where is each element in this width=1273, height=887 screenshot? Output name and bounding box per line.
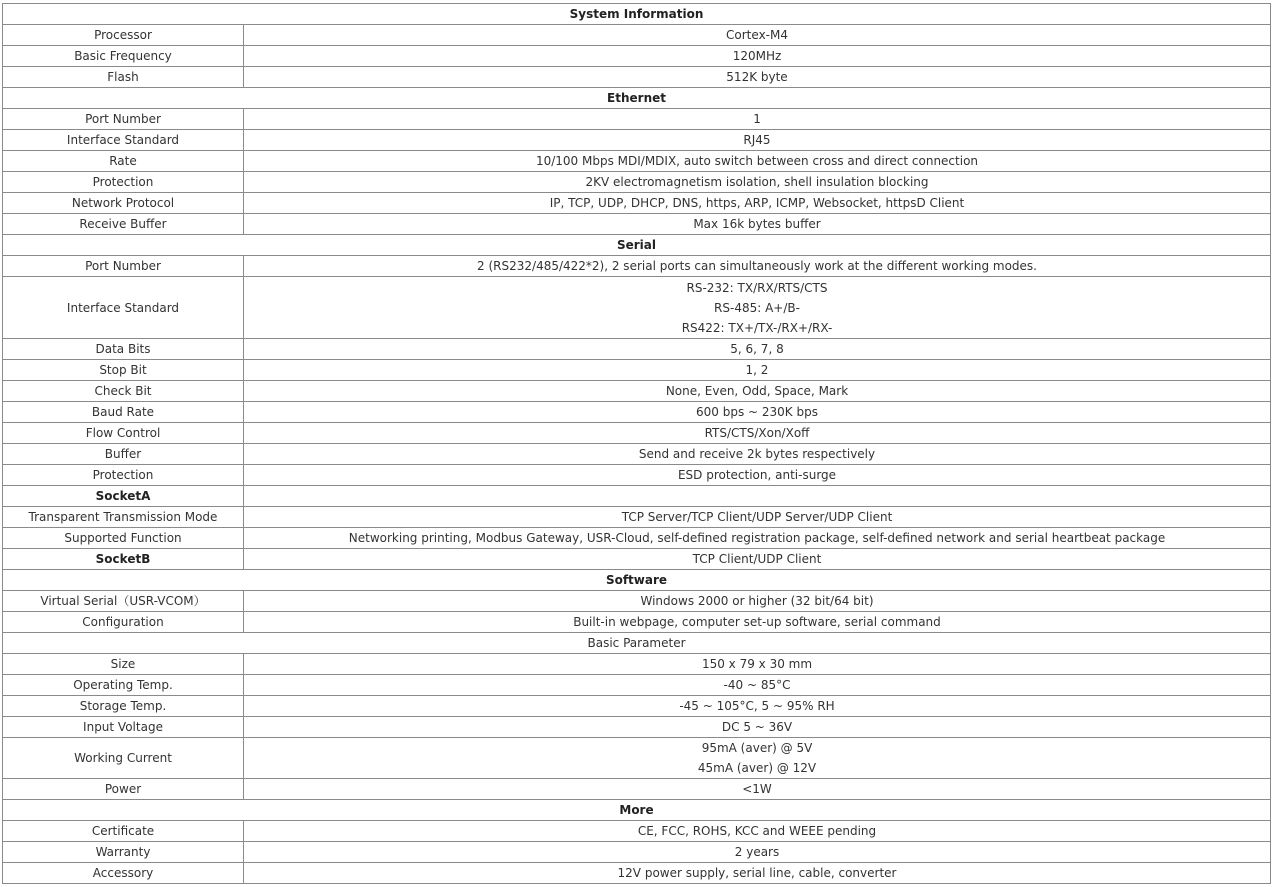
table-row bbox=[3, 172, 1271, 193]
row-value: TCP Client/UDP Client bbox=[244, 549, 1271, 570]
row-label: Baud Rate bbox=[3, 402, 244, 423]
row-value: None, Even, Odd, Space, Mark bbox=[244, 381, 1271, 402]
row-label: Warranty bbox=[3, 842, 244, 863]
table-row bbox=[3, 821, 1271, 842]
section-row-socket-a bbox=[3, 486, 1271, 507]
row-value: Max 16k bytes buffer bbox=[244, 214, 1271, 235]
table-row bbox=[3, 842, 1271, 863]
row-label: Supported Function bbox=[3, 528, 244, 549]
row-value: IP, TCP, UDP, DHCP, DNS, https, ARP, ICMP, Websocket, httpsD Client bbox=[244, 193, 1271, 214]
table-row bbox=[3, 67, 1271, 88]
section-row-basic-parameter bbox=[3, 633, 1271, 654]
row-value: 1, 2 bbox=[244, 360, 1271, 381]
table-row bbox=[3, 381, 1271, 402]
row-value: 512K byte bbox=[244, 67, 1271, 88]
value-line: RS-485: A+/B- bbox=[714, 300, 800, 315]
row-value: Built-in webpage, computer set-up software, serial command bbox=[244, 612, 1271, 633]
row-value: Windows 2000 or higher (32 bit/64 bit) bbox=[244, 591, 1271, 612]
row-label: Receive Buffer bbox=[3, 214, 244, 235]
section-title: SocketA bbox=[3, 486, 244, 507]
table-row bbox=[3, 863, 1271, 884]
row-value: -45 ~ 105°C, 5 ~ 95% RH bbox=[244, 696, 1271, 717]
row-label: Port Number bbox=[3, 256, 244, 277]
value-line: 95mA (aver) @ 5V bbox=[701, 741, 813, 755]
table-row bbox=[3, 738, 1271, 779]
table-row bbox=[3, 717, 1271, 738]
row-label: Input Voltage bbox=[3, 717, 244, 738]
row-value: 600 bps ~ 230K bps bbox=[244, 402, 1271, 423]
row-value: 5, 6, 7, 8 bbox=[244, 339, 1271, 360]
table-row bbox=[3, 130, 1271, 151]
spec-table bbox=[2, 3, 1271, 884]
row-label: Transparent Transmission Mode bbox=[3, 507, 244, 528]
table-row bbox=[3, 675, 1271, 696]
table-row bbox=[3, 423, 1271, 444]
section-row-ethernet bbox=[3, 88, 1271, 109]
section-row-software bbox=[3, 570, 1271, 591]
row-label: Buffer bbox=[3, 444, 244, 465]
row-label: Working Current bbox=[3, 738, 244, 779]
table-row bbox=[3, 779, 1271, 800]
row-value: 10/100 Mbps MDI/MDIX, auto switch between cross and direct connection bbox=[244, 151, 1271, 172]
section-row-serial bbox=[3, 235, 1271, 256]
table-row bbox=[3, 528, 1271, 549]
row-label: Processor bbox=[3, 25, 244, 46]
section-title: Software bbox=[3, 570, 1271, 591]
table-row bbox=[3, 151, 1271, 172]
row-label: Protection bbox=[3, 172, 244, 193]
row-value: CE, FCC, ROHS, KCC and WEEE pending bbox=[244, 821, 1271, 842]
row-value-multiline bbox=[244, 738, 1271, 779]
row-label: Rate bbox=[3, 151, 244, 172]
row-label: Data Bits bbox=[3, 339, 244, 360]
value-line: RS-232: TX/RX/RTS/CTS bbox=[686, 280, 828, 295]
table-row bbox=[3, 444, 1271, 465]
row-label: Network Protocol bbox=[3, 193, 244, 214]
section-row-system-information bbox=[3, 4, 1271, 25]
table-row bbox=[3, 612, 1271, 633]
row-label: Virtual Serial（USR-VCOM） bbox=[3, 591, 244, 612]
row-label: Operating Temp. bbox=[3, 675, 244, 696]
row-value: TCP Server/TCP Client/UDP Server/UDP Client bbox=[244, 507, 1271, 528]
table-row bbox=[3, 402, 1271, 423]
row-value: Cortex-M4 bbox=[244, 25, 1271, 46]
table-row bbox=[3, 339, 1271, 360]
row-label: Power bbox=[3, 779, 244, 800]
row-label: Stop Bit bbox=[3, 360, 244, 381]
table-row bbox=[3, 591, 1271, 612]
row-label: Configuration bbox=[3, 612, 244, 633]
section-title: Ethernet bbox=[3, 88, 1271, 109]
table-row bbox=[3, 277, 1271, 339]
section-title: More bbox=[3, 800, 1271, 821]
section-row-more bbox=[3, 800, 1271, 821]
row-value: 2 years bbox=[244, 842, 1271, 863]
row-label: Basic Frequency bbox=[3, 46, 244, 67]
row-value: DC 5 ~ 36V bbox=[244, 717, 1271, 738]
row-value: 150 x 79 x 30 mm bbox=[244, 654, 1271, 675]
row-value: -40 ~ 85°C bbox=[244, 675, 1271, 696]
table-row bbox=[3, 214, 1271, 235]
row-value: 120MHz bbox=[244, 46, 1271, 67]
section-row-socket-b bbox=[3, 549, 1271, 570]
row-label: Storage Temp. bbox=[3, 696, 244, 717]
row-label: Interface Standard bbox=[3, 130, 244, 151]
section-title: Basic Parameter bbox=[3, 633, 1271, 654]
row-value: 2 (RS232/485/422*2), 2 serial ports can simultaneously work at the different working modes. bbox=[244, 256, 1271, 277]
row-value: 12V power supply, serial line, cable, converter bbox=[244, 863, 1271, 884]
row-label: Check Bit bbox=[3, 381, 244, 402]
row-label: Flash bbox=[3, 67, 244, 88]
row-value: RTS/CTS/Xon/Xoff bbox=[244, 423, 1271, 444]
row-value: Send and receive 2k bytes respectively bbox=[244, 444, 1271, 465]
table-row bbox=[3, 109, 1271, 130]
row-value: ESD protection, anti-surge bbox=[244, 465, 1271, 486]
table-row bbox=[3, 46, 1271, 67]
table-row bbox=[3, 193, 1271, 214]
table-row bbox=[3, 654, 1271, 675]
row-label: Certificate bbox=[3, 821, 244, 842]
section-title: SocketB bbox=[3, 549, 244, 570]
row-label: Protection bbox=[3, 465, 244, 486]
row-label: Flow Control bbox=[3, 423, 244, 444]
row-value: <1W bbox=[244, 779, 1271, 800]
value-line: RS422: TX+/TX-/RX+/RX- bbox=[681, 320, 833, 335]
row-label: Port Number bbox=[3, 109, 244, 130]
table-row bbox=[3, 696, 1271, 717]
row-value: 2KV electromagnetism isolation, shell insulation blocking bbox=[244, 172, 1271, 193]
section-title: System Information bbox=[3, 4, 1271, 25]
row-value bbox=[244, 486, 1271, 507]
table-row bbox=[3, 465, 1271, 486]
value-line: 45mA (aver) @ 12V bbox=[697, 761, 817, 775]
row-value: RJ45 bbox=[244, 130, 1271, 151]
row-label: Interface Standard bbox=[3, 277, 244, 339]
row-label: Accessory bbox=[3, 863, 244, 884]
table-row bbox=[3, 25, 1271, 46]
row-value: Networking printing, Modbus Gateway, USR-Cloud, self-defined registration package, self-defined network and serial heartbeat package bbox=[244, 528, 1271, 549]
row-value: 1 bbox=[244, 109, 1271, 130]
row-label: Size bbox=[3, 654, 244, 675]
table-row bbox=[3, 256, 1271, 277]
row-value-multiline bbox=[244, 277, 1271, 339]
table-row bbox=[3, 360, 1271, 381]
table-row bbox=[3, 507, 1271, 528]
section-title: Serial bbox=[3, 235, 1271, 256]
